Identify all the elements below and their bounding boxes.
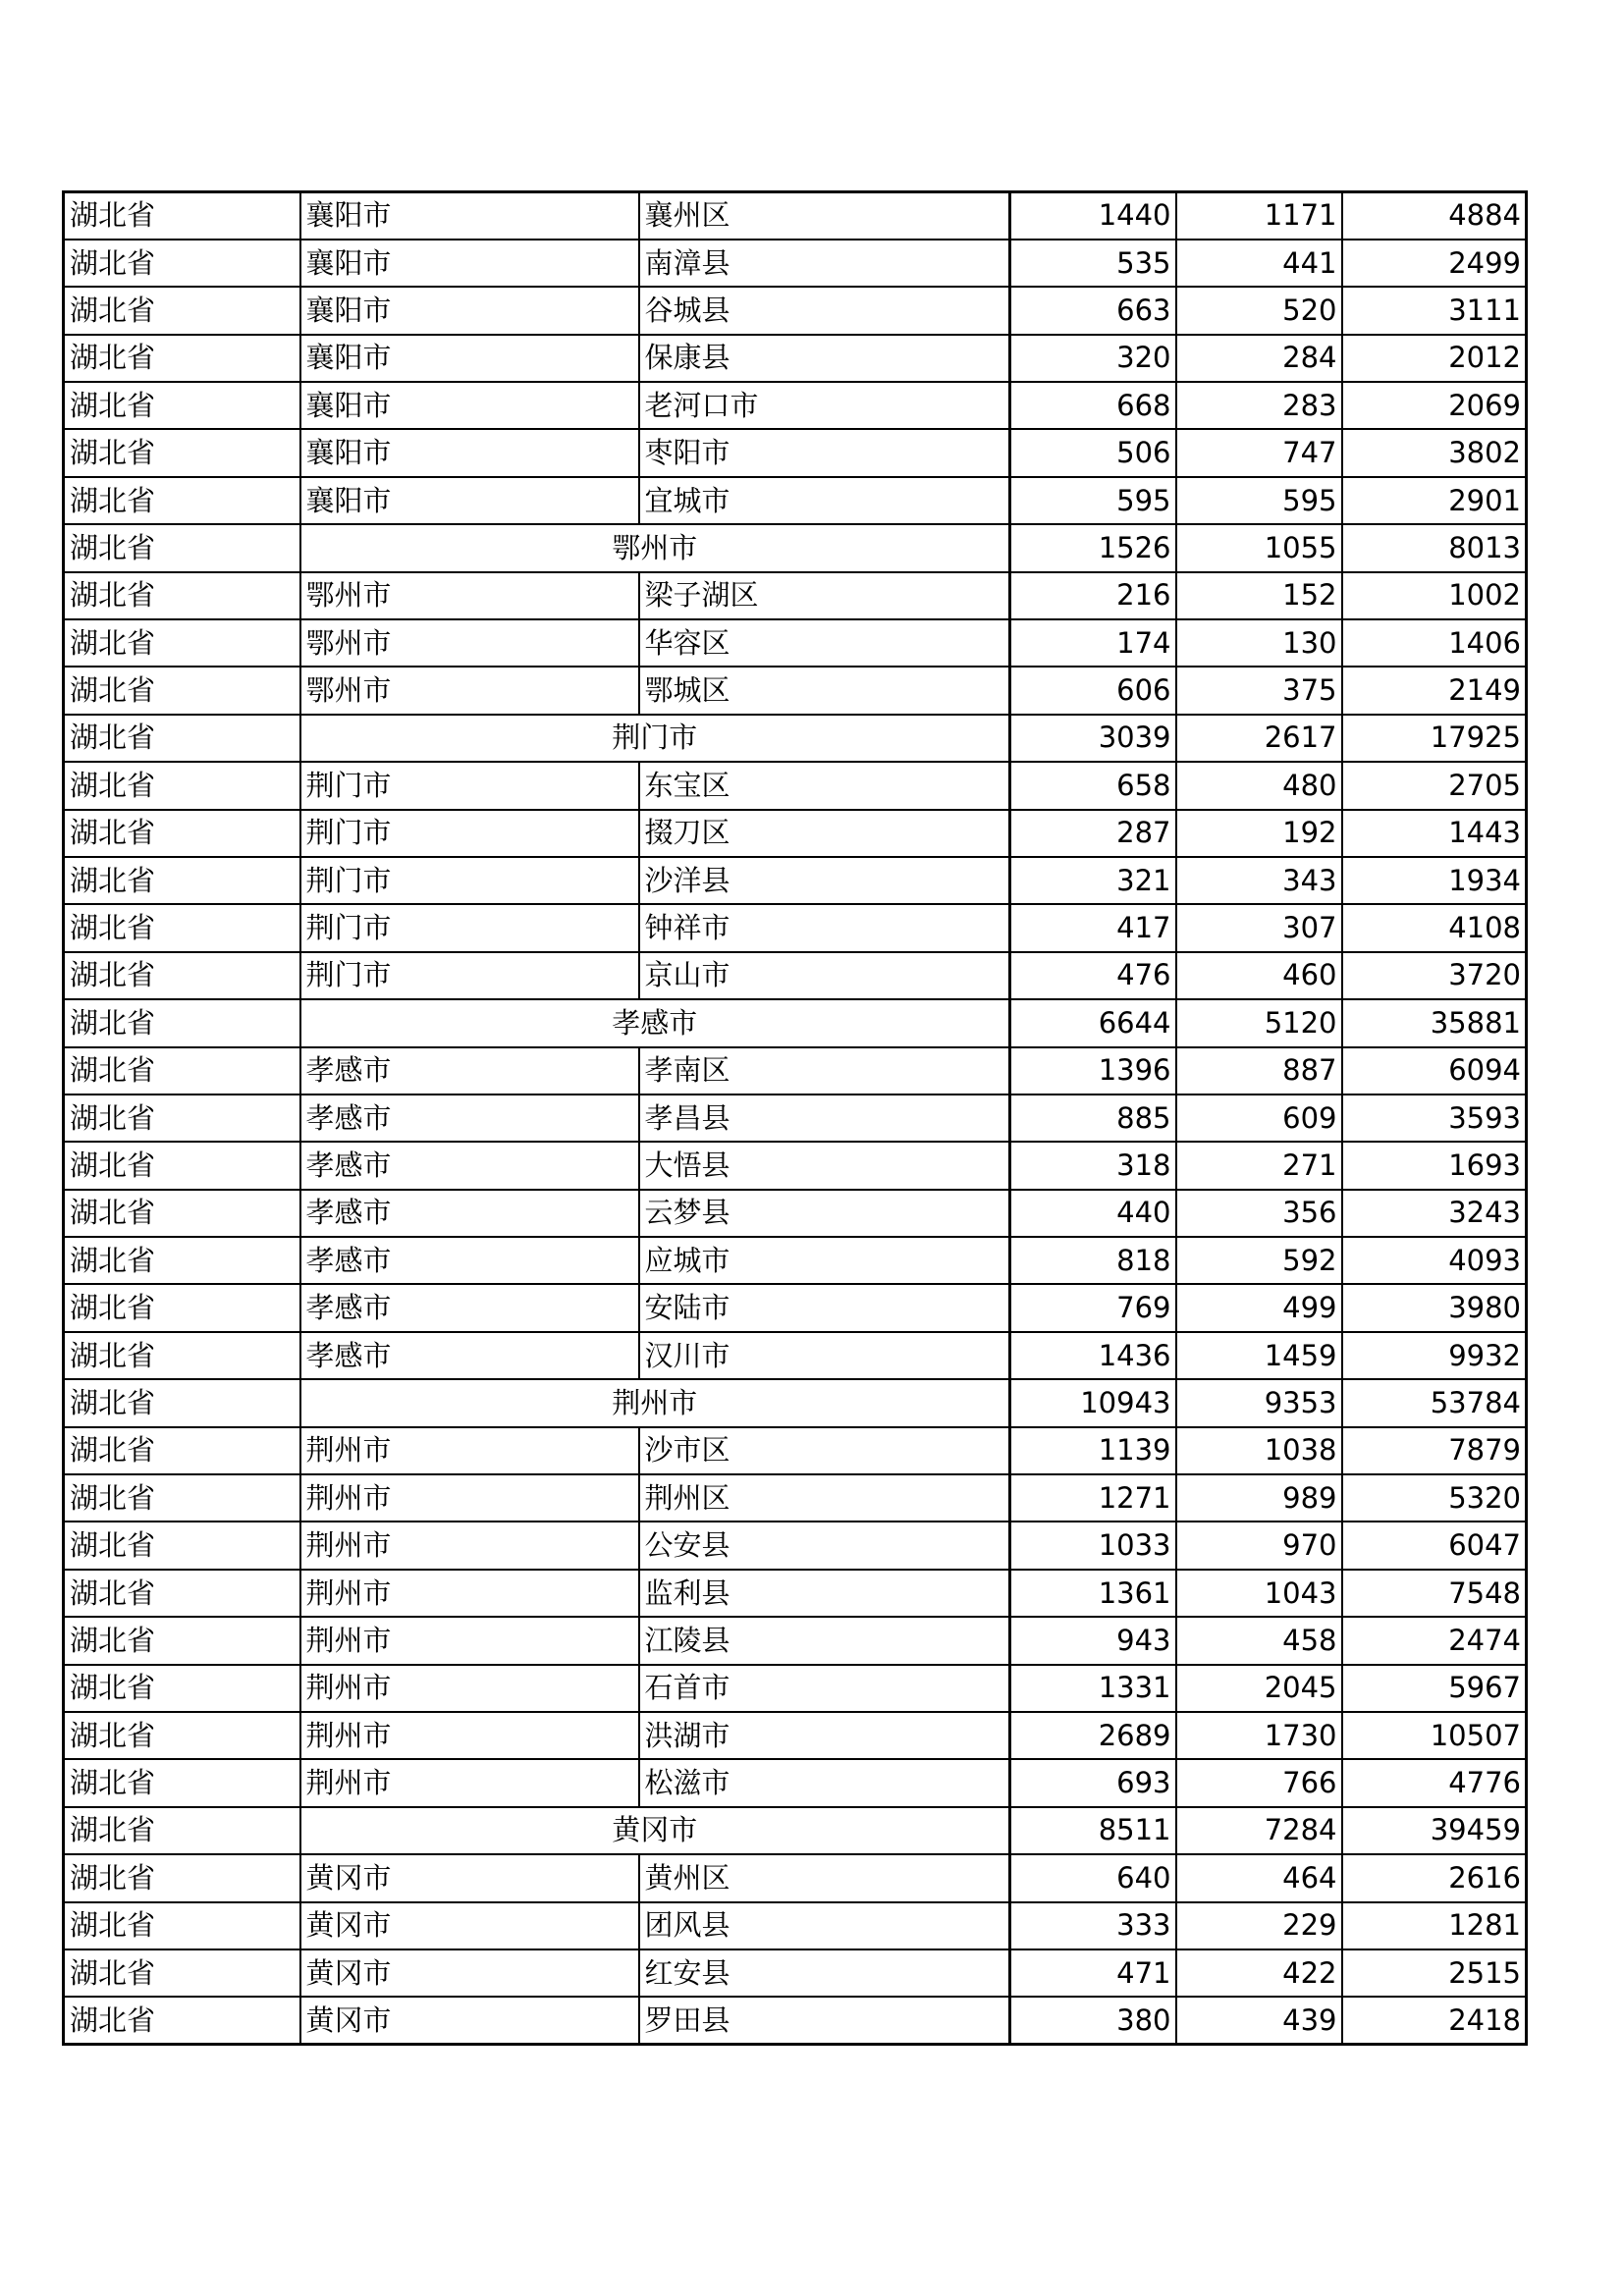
city-cell: 黄冈市 <box>300 1854 639 1901</box>
value-cell-2: 595 <box>1176 477 1342 524</box>
county-cell: 沙市区 <box>639 1427 1010 1474</box>
city-cell: 鄂州市 <box>300 619 639 667</box>
county-cell: 应城市 <box>639 1237 1010 1284</box>
value-cell-3: 2705 <box>1342 762 1527 809</box>
table-row <box>64 1095 1527 1142</box>
city-cell: 黄冈市 <box>300 1997 639 2044</box>
province-cell: 湖北省 <box>64 810 300 857</box>
value-cell-1: 943 <box>1010 1617 1176 1664</box>
table-row <box>64 240 1527 287</box>
value-cell-3: 6047 <box>1342 1522 1527 1569</box>
value-cell-1: 3039 <box>1010 715 1176 762</box>
county-cell: 红安县 <box>639 1949 1010 1997</box>
province-cell: 湖北省 <box>64 1617 300 1664</box>
table-row <box>64 857 1527 904</box>
value-cell-1: 1271 <box>1010 1474 1176 1522</box>
province-cell: 湖北省 <box>64 1237 300 1284</box>
table-row <box>64 382 1527 429</box>
value-cell-3: 3720 <box>1342 952 1527 999</box>
table-row <box>64 904 1527 951</box>
province-cell: 湖北省 <box>64 287 300 334</box>
value-cell-2: 970 <box>1176 1522 1342 1569</box>
city-cell: 襄阳市 <box>300 429 639 476</box>
city-cell: 荆门市 <box>300 810 639 857</box>
value-cell-3: 2499 <box>1342 240 1527 287</box>
county-cell: 华容区 <box>639 619 1010 667</box>
province-cell: 湖北省 <box>64 382 300 429</box>
city-cell: 荆州市 <box>300 1570 639 1617</box>
province-cell: 湖北省 <box>64 429 300 476</box>
table-row <box>64 524 1527 571</box>
value-cell-3: 7879 <box>1342 1427 1527 1474</box>
value-cell-2: 2045 <box>1176 1665 1342 1712</box>
value-cell-3: 1002 <box>1342 572 1527 619</box>
province-cell: 湖北省 <box>64 1902 300 1949</box>
value-cell-3: 39459 <box>1342 1807 1527 1854</box>
table-row <box>64 1617 1527 1664</box>
value-cell-1: 440 <box>1010 1190 1176 1237</box>
value-cell-1: 595 <box>1010 477 1176 524</box>
table-row <box>64 572 1527 619</box>
table-row <box>64 1190 1527 1237</box>
province-cell: 湖北省 <box>64 192 300 240</box>
value-cell-3: 3980 <box>1342 1284 1527 1331</box>
county-cell: 松滋市 <box>639 1759 1010 1806</box>
province-cell: 湖北省 <box>64 999 300 1046</box>
city-cell: 鄂州市 <box>300 667 639 714</box>
table-row <box>64 667 1527 714</box>
table-row <box>64 1902 1527 1949</box>
value-cell-3: 2418 <box>1342 1997 1527 2044</box>
value-cell-3: 53784 <box>1342 1379 1527 1426</box>
value-cell-3: 4776 <box>1342 1759 1527 1806</box>
value-cell-2: 441 <box>1176 240 1342 287</box>
province-cell: 湖北省 <box>64 1095 300 1142</box>
province-cell: 湖北省 <box>64 715 300 762</box>
value-cell-2: 989 <box>1176 1474 1342 1522</box>
city-cell: 荆州市 <box>300 1665 639 1712</box>
value-cell-1: 10943 <box>1010 1379 1176 1426</box>
value-cell-1: 693 <box>1010 1759 1176 1806</box>
city-cell: 孝感市 <box>300 1284 639 1331</box>
county-cell: 云梦县 <box>639 1190 1010 1237</box>
value-cell-2: 766 <box>1176 1759 1342 1806</box>
city-cell: 荆州市 <box>300 1427 639 1474</box>
table-row <box>64 1047 1527 1095</box>
county-cell: 梁子湖区 <box>639 572 1010 619</box>
value-cell-2: 1459 <box>1176 1332 1342 1379</box>
city-cell: 孝感市 <box>300 1095 639 1142</box>
value-cell-1: 535 <box>1010 240 1176 287</box>
county-cell: 钟祥市 <box>639 904 1010 951</box>
value-cell-1: 321 <box>1010 857 1176 904</box>
value-cell-2: 499 <box>1176 1284 1342 1331</box>
province-cell: 湖北省 <box>64 1190 300 1237</box>
value-cell-3: 2515 <box>1342 1949 1527 1997</box>
province-cell: 湖北省 <box>64 1332 300 1379</box>
county-cell: 孝南区 <box>639 1047 1010 1095</box>
county-cell: 汉川市 <box>639 1332 1010 1379</box>
value-cell-1: 216 <box>1010 572 1176 619</box>
value-cell-1: 2689 <box>1010 1712 1176 1759</box>
county-cell: 黄州区 <box>639 1854 1010 1901</box>
province-cell: 湖北省 <box>64 1427 300 1474</box>
value-cell-3: 3593 <box>1342 1095 1527 1142</box>
province-cell: 湖北省 <box>64 572 300 619</box>
value-cell-1: 506 <box>1010 429 1176 476</box>
county-cell: 枣阳市 <box>639 429 1010 476</box>
value-cell-2: 7284 <box>1176 1807 1342 1854</box>
value-cell-2: 480 <box>1176 762 1342 809</box>
city-cell: 荆州市 <box>300 1617 639 1664</box>
city-subtotal-cell: 荆门市 <box>300 715 1010 762</box>
value-cell-3: 2069 <box>1342 382 1527 429</box>
province-cell: 湖北省 <box>64 1047 300 1095</box>
province-cell: 湖北省 <box>64 667 300 714</box>
province-cell: 湖北省 <box>64 1759 300 1806</box>
table-row <box>64 1997 1527 2044</box>
county-cell: 团风县 <box>639 1902 1010 1949</box>
value-cell-1: 174 <box>1010 619 1176 667</box>
value-cell-3: 5967 <box>1342 1665 1527 1712</box>
city-cell: 黄冈市 <box>300 1949 639 1997</box>
province-cell: 湖北省 <box>64 1997 300 2044</box>
value-cell-1: 476 <box>1010 952 1176 999</box>
county-cell: 南漳县 <box>639 240 1010 287</box>
value-cell-2: 343 <box>1176 857 1342 904</box>
county-cell: 东宝区 <box>639 762 1010 809</box>
table-row <box>64 429 1527 476</box>
value-cell-3: 1693 <box>1342 1142 1527 1189</box>
city-subtotal-cell: 鄂州市 <box>300 524 1010 571</box>
value-cell-2: 460 <box>1176 952 1342 999</box>
value-cell-3: 1281 <box>1342 1902 1527 1949</box>
province-cell: 湖北省 <box>64 1522 300 1569</box>
value-cell-1: 640 <box>1010 1854 1176 1901</box>
value-cell-2: 307 <box>1176 904 1342 951</box>
table-row <box>64 287 1527 334</box>
table-row <box>64 1474 1527 1522</box>
city-cell: 襄阳市 <box>300 240 639 287</box>
value-cell-2: 1055 <box>1176 524 1342 571</box>
value-cell-2: 152 <box>1176 572 1342 619</box>
county-cell: 保康县 <box>639 335 1010 382</box>
county-cell: 谷城县 <box>639 287 1010 334</box>
city-cell: 荆州市 <box>300 1474 639 1522</box>
county-cell: 监利县 <box>639 1570 1010 1617</box>
value-cell-3: 5320 <box>1342 1474 1527 1522</box>
value-cell-2: 5120 <box>1176 999 1342 1046</box>
province-cell: 湖北省 <box>64 1474 300 1522</box>
city-cell: 襄阳市 <box>300 192 639 240</box>
province-cell: 湖北省 <box>64 1807 300 1854</box>
table-row <box>64 715 1527 762</box>
value-cell-3: 2012 <box>1342 335 1527 382</box>
city-cell: 襄阳市 <box>300 335 639 382</box>
province-cell: 湖北省 <box>64 1142 300 1189</box>
county-cell: 掇刀区 <box>639 810 1010 857</box>
city-subtotal-cell: 黄冈市 <box>300 1807 1010 1854</box>
value-cell-3: 35881 <box>1342 999 1527 1046</box>
county-cell: 安陆市 <box>639 1284 1010 1331</box>
city-cell: 襄阳市 <box>300 382 639 429</box>
value-cell-2: 592 <box>1176 1237 1342 1284</box>
city-cell: 荆门市 <box>300 904 639 951</box>
table-row <box>64 1284 1527 1331</box>
value-cell-2: 458 <box>1176 1617 1342 1664</box>
value-cell-1: 1331 <box>1010 1665 1176 1712</box>
table-row <box>64 762 1527 809</box>
table-row <box>64 952 1527 999</box>
county-cell: 鄂城区 <box>639 667 1010 714</box>
value-cell-1: 6644 <box>1010 999 1176 1046</box>
value-cell-3: 1934 <box>1342 857 1527 904</box>
value-cell-3: 1406 <box>1342 619 1527 667</box>
city-cell: 荆门市 <box>300 762 639 809</box>
value-cell-3: 7548 <box>1342 1570 1527 1617</box>
value-cell-1: 8511 <box>1010 1807 1176 1854</box>
value-cell-1: 471 <box>1010 1949 1176 1997</box>
city-cell: 荆门市 <box>300 857 639 904</box>
value-cell-2: 192 <box>1176 810 1342 857</box>
value-cell-3: 2901 <box>1342 477 1527 524</box>
county-cell: 宜城市 <box>639 477 1010 524</box>
value-cell-3: 4884 <box>1342 192 1527 240</box>
value-cell-2: 271 <box>1176 1142 1342 1189</box>
city-cell: 孝感市 <box>300 1047 639 1095</box>
value-cell-2: 1730 <box>1176 1712 1342 1759</box>
province-cell: 湖北省 <box>64 857 300 904</box>
value-cell-3: 3243 <box>1342 1190 1527 1237</box>
value-cell-1: 885 <box>1010 1095 1176 1142</box>
city-cell: 孝感市 <box>300 1237 639 1284</box>
province-cell: 湖北省 <box>64 335 300 382</box>
value-cell-3: 9932 <box>1342 1332 1527 1379</box>
city-cell: 孝感市 <box>300 1190 639 1237</box>
county-cell: 洪湖市 <box>639 1712 1010 1759</box>
value-cell-2: 130 <box>1176 619 1342 667</box>
value-cell-1: 1139 <box>1010 1427 1176 1474</box>
value-cell-2: 229 <box>1176 1902 1342 1949</box>
province-cell: 湖北省 <box>64 904 300 951</box>
value-cell-2: 9353 <box>1176 1379 1342 1426</box>
value-cell-1: 318 <box>1010 1142 1176 1189</box>
value-cell-1: 606 <box>1010 667 1176 714</box>
city-cell: 襄阳市 <box>300 287 639 334</box>
value-cell-3: 4108 <box>1342 904 1527 951</box>
value-cell-2: 520 <box>1176 287 1342 334</box>
province-cell: 湖北省 <box>64 1284 300 1331</box>
province-cell: 湖北省 <box>64 1379 300 1426</box>
province-cell: 湖北省 <box>64 762 300 809</box>
table-row <box>64 1807 1527 1854</box>
table-body <box>64 192 1527 2045</box>
county-cell: 老河口市 <box>639 382 1010 429</box>
value-cell-3: 3802 <box>1342 429 1527 476</box>
table-row <box>64 1522 1527 1569</box>
table-row <box>64 192 1527 240</box>
city-cell: 黄冈市 <box>300 1902 639 1949</box>
value-cell-2: 284 <box>1176 335 1342 382</box>
county-cell: 襄州区 <box>639 192 1010 240</box>
value-cell-2: 422 <box>1176 1949 1342 1997</box>
value-cell-3: 4093 <box>1342 1237 1527 1284</box>
city-subtotal-cell: 孝感市 <box>300 999 1010 1046</box>
value-cell-1: 818 <box>1010 1237 1176 1284</box>
county-cell: 罗田县 <box>639 1997 1010 2044</box>
value-cell-2: 375 <box>1176 667 1342 714</box>
city-cell: 襄阳市 <box>300 477 639 524</box>
value-cell-2: 747 <box>1176 429 1342 476</box>
value-cell-1: 1361 <box>1010 1570 1176 1617</box>
value-cell-1: 320 <box>1010 335 1176 382</box>
value-cell-1: 1033 <box>1010 1522 1176 1569</box>
value-cell-1: 668 <box>1010 382 1176 429</box>
city-cell: 孝感市 <box>300 1332 639 1379</box>
statistics-table <box>62 190 1528 2046</box>
county-cell: 江陵县 <box>639 1617 1010 1664</box>
table-row <box>64 1854 1527 1901</box>
value-cell-2: 1043 <box>1176 1570 1342 1617</box>
value-cell-3: 2474 <box>1342 1617 1527 1664</box>
province-cell: 湖北省 <box>64 1570 300 1617</box>
table-row <box>64 1332 1527 1379</box>
county-cell: 荆州区 <box>639 1474 1010 1522</box>
value-cell-2: 1171 <box>1176 192 1342 240</box>
province-cell: 湖北省 <box>64 1712 300 1759</box>
value-cell-3: 2616 <box>1342 1854 1527 1901</box>
value-cell-1: 417 <box>1010 904 1176 951</box>
county-cell: 京山市 <box>639 952 1010 999</box>
table-row <box>64 999 1527 1046</box>
value-cell-2: 356 <box>1176 1190 1342 1237</box>
value-cell-1: 658 <box>1010 762 1176 809</box>
county-cell: 石首市 <box>639 1665 1010 1712</box>
table-row <box>64 1665 1527 1712</box>
city-cell: 孝感市 <box>300 1142 639 1189</box>
value-cell-3: 2149 <box>1342 667 1527 714</box>
value-cell-1: 1526 <box>1010 524 1176 571</box>
value-cell-2: 283 <box>1176 382 1342 429</box>
table-row <box>64 335 1527 382</box>
city-cell: 荆州市 <box>300 1712 639 1759</box>
value-cell-1: 287 <box>1010 810 1176 857</box>
value-cell-1: 1440 <box>1010 192 1176 240</box>
table-row <box>64 1427 1527 1474</box>
value-cell-1: 380 <box>1010 1997 1176 2044</box>
value-cell-3: 17925 <box>1342 715 1527 762</box>
value-cell-2: 609 <box>1176 1095 1342 1142</box>
value-cell-3: 1443 <box>1342 810 1527 857</box>
table-row <box>64 1949 1527 1997</box>
county-cell: 沙洋县 <box>639 857 1010 904</box>
table-row <box>64 1379 1527 1426</box>
value-cell-1: 769 <box>1010 1284 1176 1331</box>
city-cell: 荆门市 <box>300 952 639 999</box>
county-cell: 大悟县 <box>639 1142 1010 1189</box>
value-cell-1: 1396 <box>1010 1047 1176 1095</box>
value-cell-3: 6094 <box>1342 1047 1527 1095</box>
province-cell: 湖北省 <box>64 524 300 571</box>
value-cell-2: 464 <box>1176 1854 1342 1901</box>
county-cell: 孝昌县 <box>639 1095 1010 1142</box>
province-cell: 湖北省 <box>64 1665 300 1712</box>
table-row <box>64 1142 1527 1189</box>
value-cell-2: 1038 <box>1176 1427 1342 1474</box>
value-cell-1: 1436 <box>1010 1332 1176 1379</box>
province-cell: 湖北省 <box>64 619 300 667</box>
table-row <box>64 477 1527 524</box>
table-row <box>64 1570 1527 1617</box>
province-cell: 湖北省 <box>64 952 300 999</box>
table-row <box>64 619 1527 667</box>
city-subtotal-cell: 荆州市 <box>300 1379 1010 1426</box>
value-cell-3: 8013 <box>1342 524 1527 571</box>
value-cell-3: 3111 <box>1342 287 1527 334</box>
city-cell: 鄂州市 <box>300 572 639 619</box>
value-cell-2: 439 <box>1176 1997 1342 2044</box>
city-cell: 荆州市 <box>300 1522 639 1569</box>
value-cell-1: 663 <box>1010 287 1176 334</box>
province-cell: 湖北省 <box>64 477 300 524</box>
value-cell-2: 2617 <box>1176 715 1342 762</box>
value-cell-1: 333 <box>1010 1902 1176 1949</box>
province-cell: 湖北省 <box>64 240 300 287</box>
value-cell-2: 887 <box>1176 1047 1342 1095</box>
county-cell: 公安县 <box>639 1522 1010 1569</box>
table-row <box>64 810 1527 857</box>
value-cell-3: 10507 <box>1342 1712 1527 1759</box>
table-row <box>64 1237 1527 1284</box>
table-row <box>64 1759 1527 1806</box>
city-cell: 荆州市 <box>300 1759 639 1806</box>
province-cell: 湖北省 <box>64 1854 300 1901</box>
table-row <box>64 1712 1527 1759</box>
province-cell: 湖北省 <box>64 1949 300 1997</box>
